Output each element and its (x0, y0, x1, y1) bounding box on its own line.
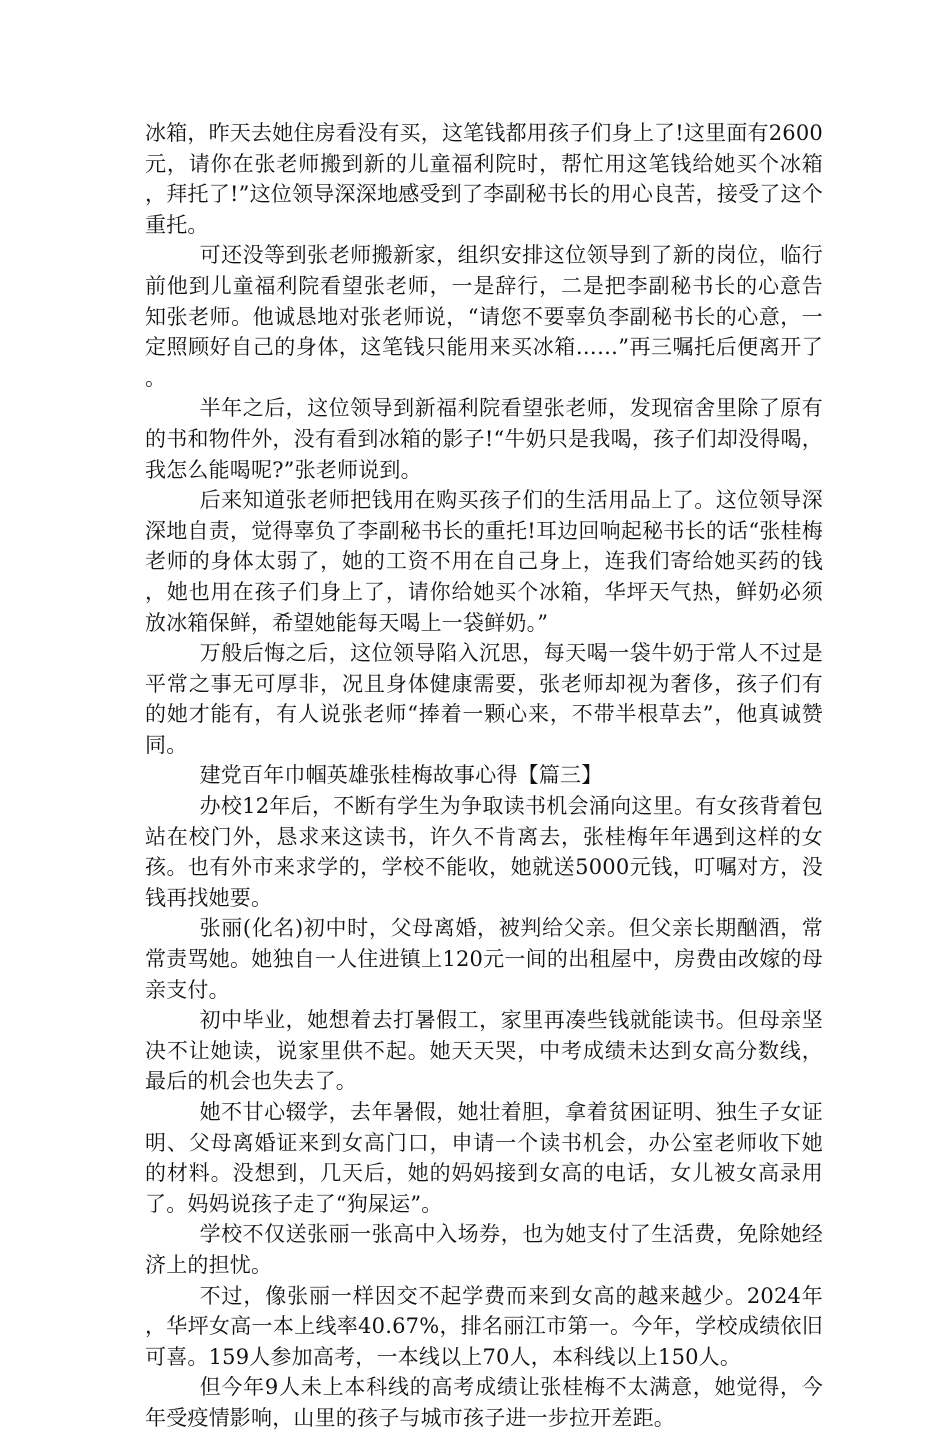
paragraph: 张丽(化名)初中时，父母离婚，被判给父亲。但父亲长期酗酒，常常责骂她。她独自一人住进镇上120元一间的出租屋中，房费由改嫁的母亲支付。 (145, 916, 823, 1002)
paragraph: 后来知道张老师把钱用在购买孩子们的生活用品上了。这位领导深深地自责，觉得辜负了李副秘书长的重托!耳边回响起秘书长的话“张桂梅老师的身体太弱了，她的工资不用在自己身上，连我们寄给她买药的钱，她也用在孩子们身上了，请你给她买个冰箱，华坪天气热，鲜奶必须放冰箱保鲜，希望她能每天喝上一袋鲜奶。” (145, 488, 823, 635)
paragraph: 冰箱，昨天去她住房看没有买，这笔钱都用孩子们身上了!这里面有2600元，请你在张老师搬到新的儿童福利院时，帮忙用这笔钱给她买个冰箱，拜托了!”这位领导深深地感受到了李副秘书长的用心良苦，接受了这个重托。 (145, 121, 823, 237)
paragraph: 半年之后，这位领导到新福利院看望张老师，发现宿舍里除了原有的书和物件外，没有看到冰箱的影子!“牛奶只是我喝，孩子们却没得喝，我怎么能喝呢?”张老师说到。 (145, 396, 823, 482)
paragraph: 她不甘心辍学，去年暑假，她壮着胆，拿着贫困证明、独生子女证明、父母离婚证来到女高门口，申请一个读书机会，办公室老师收下她的材料。没想到，几天后，她的妈妈接到女高的电话，女儿被女高录用了。妈妈说孩子走了“狗屎运”。 (145, 1100, 823, 1216)
paragraph: 但今年9人未上本科线的高考成绩让张桂梅不太满意，她觉得，今年受疫情影响，山里的孩子与城市孩子进一步拉开差距。 (145, 1375, 823, 1430)
section-heading: 建党百年巾帼英雄张桂梅故事心得【篇三】 (199, 763, 603, 788)
paragraph: 万般后悔之后，这位领导陷入沉思，每天喝一袋牛奶于常人不过是平常之事无可厚非，况且身体健康需要，张老师却视为奢侈，孩子们有的她才能有，有人说张老师“捧着一颗心来，不带半根草去”，他真诚赞同。 (145, 641, 823, 757)
paragraph: 初中毕业，她想着去打暑假工，家里再凑些钱就能读书。但母亲坚决不让她读，说家里供不起。她天天哭，中考成绩未达到女高分数线，最后的机会也失去了。 (145, 1008, 823, 1094)
paragraph: 可还没等到张老师搬新家，组织安排这位领导到了新的岗位，临行前他到儿童福利院看望张老师，一是辞行，二是把李副秘书长的心意告知张老师。他诚恳地对张老师说，“请您不要辜负李副秘书长的心意，一定照顾好自己的身体，这笔钱只能用来买冰箱……”再三嘱托后便离开了。 (145, 243, 823, 390)
paragraph: 办校12年后，不断有学生为争取读书机会涌向这里。有女孩背着包站在校门外，恳求来这读书，许久不肯离去，张桂梅年年遇到这样的女孩。也有外市来求学的，学校不能收，她就送5000元钱，叮嘱对方，没钱再找她要。 (145, 794, 823, 910)
document-body (145, 118, 823, 1434)
paragraph: 学校不仅送张丽一张高中入场券，也为她支付了生活费，免除她经济上的担忧。 (145, 1222, 823, 1277)
paragraph: 不过，像张丽一样因交不起学费而来到女高的越来越少。2024年，华坪女高一本上线率40.67%，排名丽江市第一。今年，学校成绩依旧可喜。159人参加高考，一本线以上70人，本科线以上150人。 (145, 1283, 823, 1369)
